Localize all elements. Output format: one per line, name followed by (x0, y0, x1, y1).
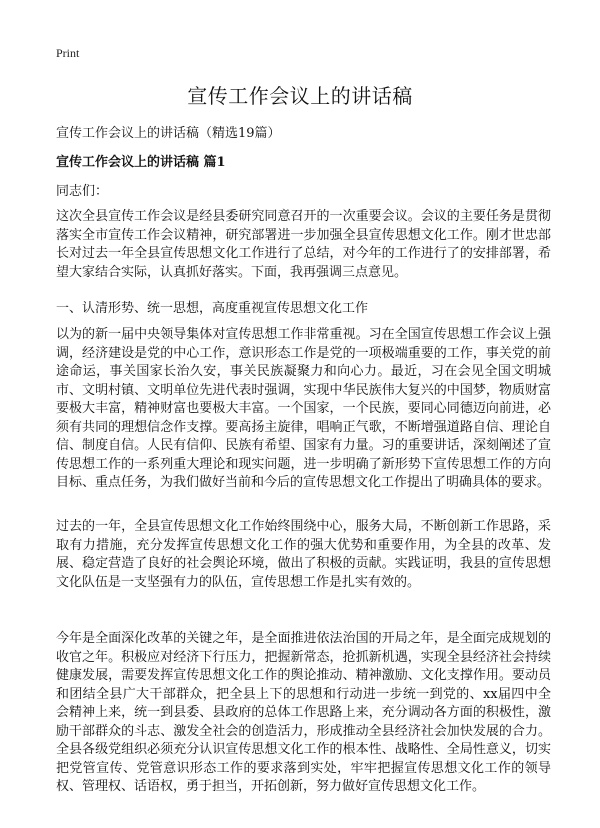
salutation: 同志们： (56, 184, 109, 199)
section-heading-1: 一、认清形势、统一思想，高度重视宣传思想文化工作 (56, 301, 369, 316)
print-link[interactable]: Print (56, 46, 80, 60)
section-title: 宣传工作会议上的讲话稿 篇1 (56, 155, 226, 170)
paragraph-1: 这次全县宣传工作会议是经县委研究同意召开的一次重要会议。会议的主要任务是贯彻落实全市宣传工作会议精神，研究部署进一步加强全县宣传思想文化工作。刚才世忠部长对过去一年全县宣传思想文化工作进行了总结，对今年的工作进行了的安排部署，希望大家结合实际，认真抓好落实。下面，我再强调三点意见。 (56, 209, 551, 280)
paragraph-2: 以为的新一届中央领导集体对宣传思想工作非常重视。习在全国宣传思想工作会议上强调，经济建设是党的中心工作，意识形态工作是党的一项极端重要的工作，事关党的前途命运，事关国家长治久安，事关民族凝聚力和向心力。最近，习在会见全国文明城市、文明村镇、文明单位先进代表时强调，实现中华民族伟大复兴的中国梦，物质财富要极大丰富，精神财富也要极大丰富。一个国家，一个民族，要同心同德迈向前进，必须有共同的理想信念作支撑。要高扬主旋律，唱响正气歌，不断增强道路自信、理论自信、制度自信。人民有信仰、民族有希望、国家有力量。习的重要讲话，深刻阐述了宣传思想工作的一系列重大理论和现实问题，进一步明确了新形势下宣传思想工作的方向目标、重点任务，为我们做好当前和今后的宣传思想文化工作提出了明确具体的要求。 (56, 327, 551, 490)
page-title: 宣传工作会议上的讲话稿 (187, 84, 413, 108)
paragraph-3: 过去的一年，全县宣传思想文化工作始终围绕中心，服务大局，不断创新工作思路，采取有力措施，充分发挥宣传思想文化工作的强大优势和重要作用，为全县的改革、发展、稳定营造了良好的社会舆论环境，做出了积极的贡献。实践证明，我县的宣传思想文化队伍是一支坚强有力的队伍，宣传思想工作是扎实有效的。 (56, 519, 551, 590)
document-subtitle: 宣传工作会议上的讲话稿（精选19篇） (56, 126, 281, 141)
paragraph-4: 今年是全面深化改革的关键之年，是全面推进依法治国的开局之年，是全面完成规划的收官之年。积极应对经济下行压力，把握新常态，抢抓新机遇，实现全县经济社会持续健康发展，需要发挥宣传思想文化工作的舆论推动、精神激励、文化支撑作用。要动员和团结全县广大干部群众，把全县上下的思想和行动进一步统一到党的、xx届四中全会精神上来，统一到县委、县政府的总体工作思路上来，充分调动各方面的积极性，激励干部群众的斗志、激发全社会的创造活力，形成推动全县经济社会加快发展的合力。全县各级党组织必须充分认识宣传思想文化工作的根本性、战略性、全局性意义，切实把党管宣传、党管意识形态工作的要求落到实处，牢牢把握宣传思想文化工作的领导权、管理权、话语权，勇于担当，开拓创新，努力做好宣传思想文化工作。 (56, 631, 551, 794)
